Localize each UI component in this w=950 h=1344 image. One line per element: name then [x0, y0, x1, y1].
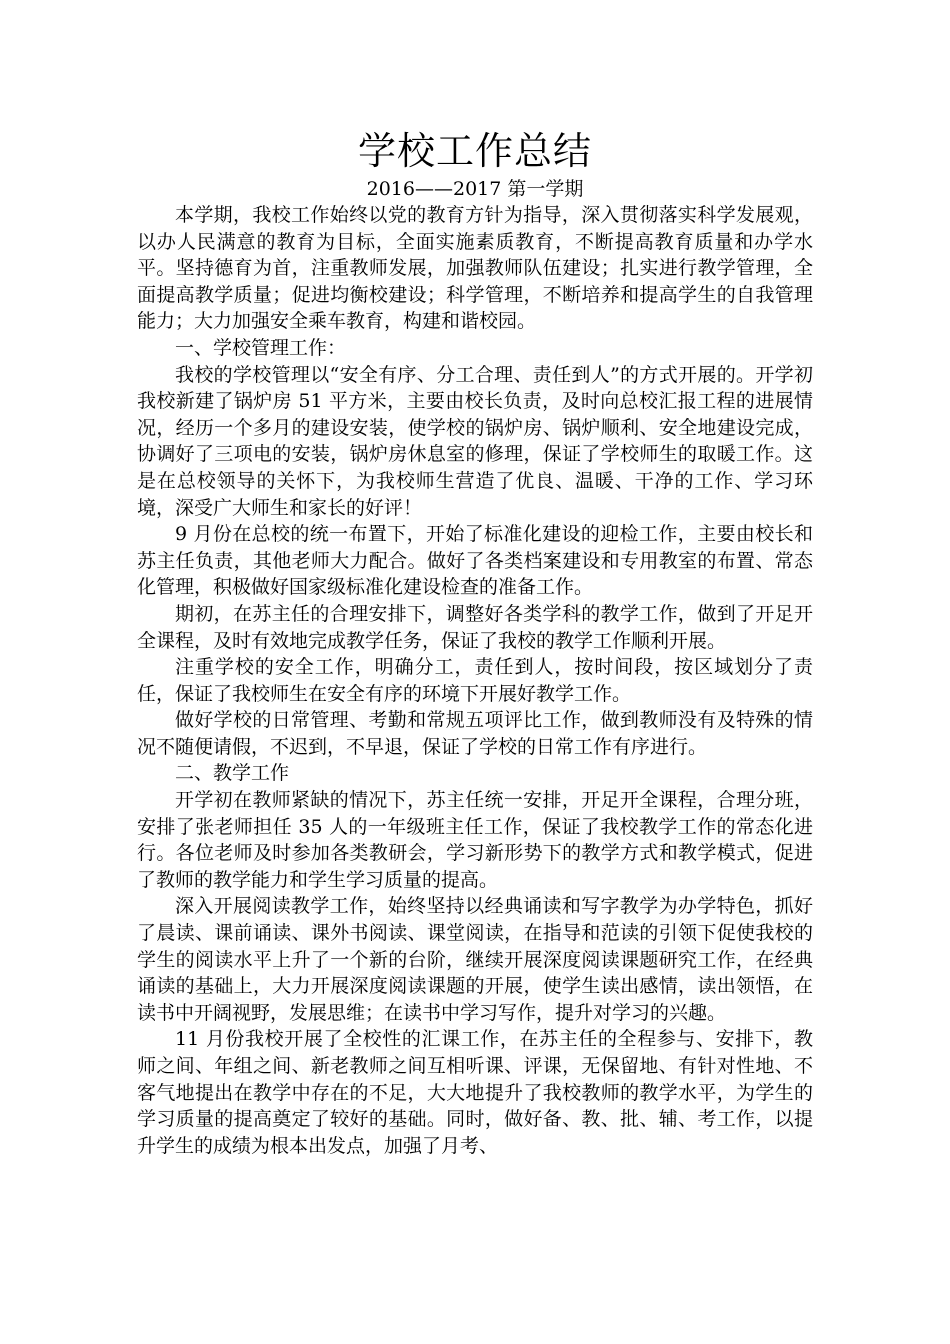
paragraph-boiler-room: 我校的学校管理以“安全有序、分工合理、责任到人”的方式开展的。开学初我校新建了锅炉房 51 平方米，主要由校长负责，及时向总校汇报工程的进展情况，经历一个多月的建设安装，使学校的锅炉房、锅炉顺利、安全地建设完成，协调好了三项电的安装，锅炉房休息室的修理，保证了学校师生的取暖工作。这是在总校领导的关怀下，为我校师生营造了优良、温暖、干净的工作、学习环境，深受广大师生和家长的好评！ [137, 363, 813, 519]
document-body [137, 126, 813, 1159]
paragraph-november: 11 月份我校开展了全校性的汇课工作，在苏主任的全程参与、安排下，教师之间、年组之间、新老教师之间互相听课、评课，无保留地、有针对性地、不客气地提出在教学中存在的不足，大大地提升了我校教师的教学水平，为学生的学习质量的提高奠定了较好的基础。同时，做好备、教、批、辅、考工作，以提升学生的成绩为根本出发点，加强了月考、 [137, 1028, 813, 1157]
paragraph-teaching-arrangement: 开学初在教师紧缺的情况下，苏主任统一安排，开足开全课程，合理分班，安排了张老师担任 35 人的一年级班主任工作，保证了我校教学工作的常态化进行。各位老师及时参加各类教研会，学习新形势下的教学方式和教学模式，促进了教师的教学能力和学生学习质量的提高。 [137, 789, 813, 891]
document-title: 学校工作总结 [357, 129, 592, 173]
paragraph-term-start: 期初，在苏主任的合理安排下，调整好各类学科的教学工作，做到了开足开全课程，及时有效地完成教学任务，保证了我校的教学工作顺利开展。 [137, 602, 813, 652]
paragraph-reading: 深入开展阅读教学工作，始终坚持以经典诵读和写字教学为办学特色，抓好了晨读、课前诵读、课外书阅读、课堂阅读，在指导和范读的引领下促使我校的学生的阅读水平上升了一个新的台阶，继续开展深度阅读课题研究工作，在经典诵读的基础上，大力开展深度阅读课题的开展，使学生读出感情，读出领悟，在读书中开阔视野，发展思维；在读书中学习写作，提升对学习的兴趣。 [137, 895, 813, 1024]
paragraph-standardization: 9 月份在总校的统一布置下，开始了标准化建设的迎检工作，主要由校长和苏主任负责，其他老师大力配合。做好了各类档案建设和专用教室的布置、常态化管理，积极做好国家级标准化建设检查的准备工作。 [137, 523, 813, 599]
paragraph-safety: 注重学校的安全工作，明确分工，责任到人，按时间段，按区域划分了责任，保证了我校师生在安全有序的环境下开展好教学工作。 [137, 656, 813, 705]
paragraph-daily-management: 做好学校的日常管理、考勤和常规五项评比工作，做到教师没有及特殊的情况不随便请假，不迟到，不早退，保证了学校的日常工作有序进行。 [137, 709, 813, 758]
section-heading-teaching: 二、教学工作 [175, 762, 290, 785]
paragraph-intro: 本学期，我校工作始终以党的教育方针为指导，深入贯彻落实科学发展观，以办人民满意的教育为目标，全面实施素质教育，不断提高教育质量和办学水平。坚持德育为首，注重教师发展，加强教师队伍建设；扎实进行教学管理，全面提高教学质量；促进均衡校建设；科学管理，不断培养和提高学生的自我管理能力；大力加强安全乘车教育，构建和谐校园。 [137, 204, 813, 333]
section-heading-management: 一、学校管理工作： [175, 336, 347, 359]
document-subtitle: 2016——2017 第一学期 [366, 178, 584, 200]
